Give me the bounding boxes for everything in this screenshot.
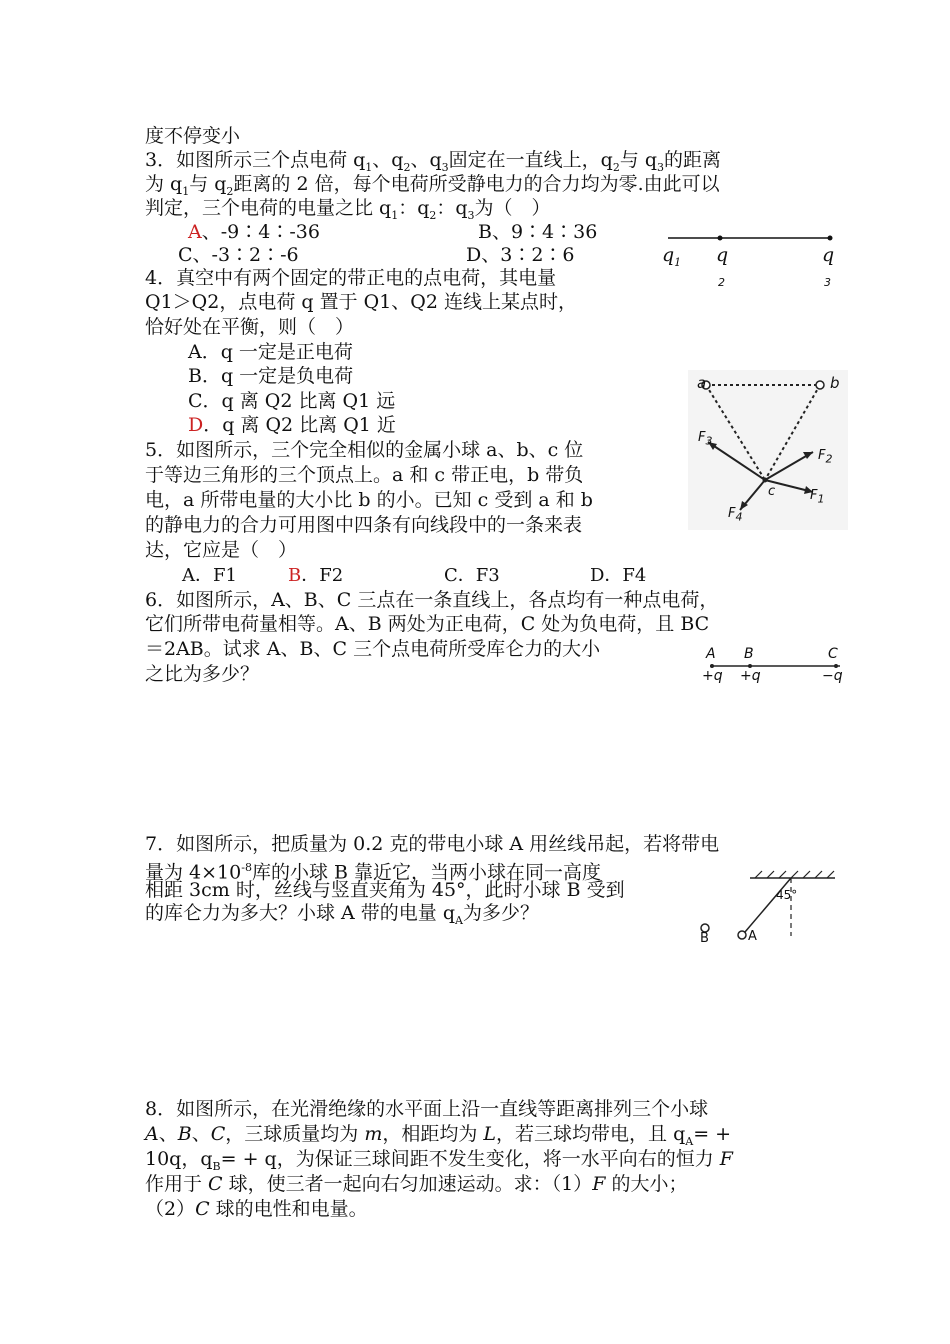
q4-line1: 4．真空中有两个固定的带正电的点电荷，其电量 <box>145 267 557 289</box>
q3-figure-label-q2: q <box>716 244 729 266</box>
q3-figure-label-q3: q <box>822 244 835 266</box>
q4-line2: Q1＞Q2，点电荷 q 置于 Q1、Q2 连线上某点时， <box>145 291 577 313</box>
q6-charge-c: −q <box>822 668 843 684</box>
q5-label-f4: $F_4$ <box>728 506 743 524</box>
q8-line4: 作用于 C 球，使三者一起向右匀加速运动。求：（1）F 的大小； <box>145 1173 688 1195</box>
q5-option-b: B．F2 <box>288 565 344 586</box>
q7-pendulum-figure <box>695 862 845 952</box>
q3-figure-sub-3: 3 <box>824 276 831 289</box>
q5-option-d: D．F4 <box>590 565 647 586</box>
q5-label-b: b <box>830 374 840 392</box>
q7-hatch <box>791 871 798 878</box>
q8-line3: 10q，$q_B= + q$，为保证三球间距不发生变化，将一水平向右的恒力 F <box>145 1148 733 1173</box>
q6-label-a: A <box>706 646 716 662</box>
q7-hatch <box>755 871 762 878</box>
q8-line5: （2）C 球的电性和电量。 <box>145 1198 368 1220</box>
q7-label-a: A <box>748 929 757 944</box>
q7-thread <box>745 878 791 932</box>
q8-line2: A、B、C，三球质量均为 m，相距均为 L，若三球均带电，且 $q_A=$ + <box>145 1123 732 1148</box>
q3-figure-dot-3 <box>828 236 833 241</box>
q7-line2: 量为 $4\times 10^{-8}$库的小球 B 靠近它，当两小球在同一高度 <box>145 861 601 884</box>
q6-label-b: B <box>744 646 754 662</box>
q3-figure-sub-2: 2 <box>718 276 725 289</box>
q6-line4: 之比为多少？ <box>145 663 260 685</box>
q4-option-d: D．q 离 Q2 比离 Q1 近 <box>188 414 396 436</box>
continuation-text: 度不停变小 <box>145 125 241 147</box>
q7-angle-label: 45° <box>776 888 798 902</box>
q5-label-f1: $F_1$ <box>810 488 825 506</box>
q7-line1: 7．如图所示，把质量为 0.2 克的带电小球 A 用丝线吊起，若将带电 <box>145 833 720 855</box>
q5-label-f2: $F_2$ <box>818 448 833 466</box>
q3-charges-figure <box>660 228 840 298</box>
q3-figure-dot-2 <box>718 236 723 241</box>
q3-option-c: C、-3∶2∶-6 <box>178 244 299 266</box>
q7-hatch <box>815 871 822 878</box>
q3-option-d: D、3∶2∶6 <box>466 244 575 266</box>
q5-ball-b <box>816 381 824 389</box>
q4-option-a: A．q 一定是正电荷 <box>188 341 353 363</box>
q3-option-a: A、-9∶4∶-36 <box>188 221 320 243</box>
q5-option-c: C．F3 <box>444 565 500 586</box>
q5-ball-c <box>763 478 768 483</box>
q5-option-a: A．F1 <box>182 565 237 586</box>
q7-line4: 的库仑力为多大？小球 A 带的电量 $q_A$为多少？ <box>145 902 539 927</box>
q7-hatch <box>827 871 834 878</box>
q8-line1: 8．如图所示，在光滑绝缘的水平面上沿一直线等距离排列三个小球 <box>145 1098 709 1120</box>
q5-line3: 电，a 所带电量的大小比 b 的小。已知 c 受到 a 和 b <box>145 489 593 511</box>
q3-line3: 判定，三个电荷的电量之比 $q_1$：$q_2$：$q_3$为（ ） <box>145 197 551 222</box>
q5-label-a: a <box>697 374 707 392</box>
q4-line3: 恰好处在平衡，则（ ） <box>145 316 355 338</box>
q5-line4: 的静电力的合力可用图中四条有向线段中的一条来表 <box>145 514 583 536</box>
q7-hatch <box>779 871 786 878</box>
q5-line1: 5．如图所示，三个完全相似的金属小球 a、b、c 位 <box>145 439 584 461</box>
q4-option-b: B．q 一定是负电荷 <box>188 365 354 387</box>
q6-charge-b: +q <box>740 668 761 684</box>
q6-charge-a: +q <box>702 668 723 684</box>
q7-hatch <box>767 871 774 878</box>
q3-figure-label-q1: $q_1$ <box>662 244 682 269</box>
q7-hatch <box>803 871 810 878</box>
q4-option-c: C．q 离 Q2 比离 Q1 远 <box>188 390 396 412</box>
q5-label-f3: $F_3$ <box>698 430 713 448</box>
q6-line1: 6．如图所示，A、B、C 三点在一条直线上，各点均有一种点电荷， <box>145 589 719 611</box>
q5-line2: 于等边三角形的三个顶点上。a 和 c 带正电，b 带负 <box>145 464 584 486</box>
q5-line5: 达，它应是（ ） <box>145 539 298 561</box>
q6-line3: ＝2AB。试求 A、B、C 三个点电荷所受库仑力的大小 <box>145 638 601 660</box>
q7-ball-a <box>738 931 746 939</box>
q6-line2: 它们所带电荷量相等。A、B 两处为正电荷，C 处为负电荷，且 BC <box>145 613 710 635</box>
q3-option-b: B、9∶4∶36 <box>478 221 598 243</box>
q5-label-c: c <box>768 484 776 499</box>
q3-line1: 3．如图所示三个点电荷 $q_1$、$q_2$、$q_3$固定在一直线上，$q_2$与 $q_3$的距离 <box>145 149 722 174</box>
q7-label-b: B <box>700 931 709 946</box>
q6-label-c: C <box>828 646 838 662</box>
q3-line2: 为 $q_1$与 $q_2$距离的 2 倍，每个电荷所受静电力的合力均为零.由此可以 <box>145 173 720 198</box>
q7-line3: 相距 3cm 时，丝线与竖直夹角为 45°，此时小球 B 受到 <box>145 879 625 901</box>
